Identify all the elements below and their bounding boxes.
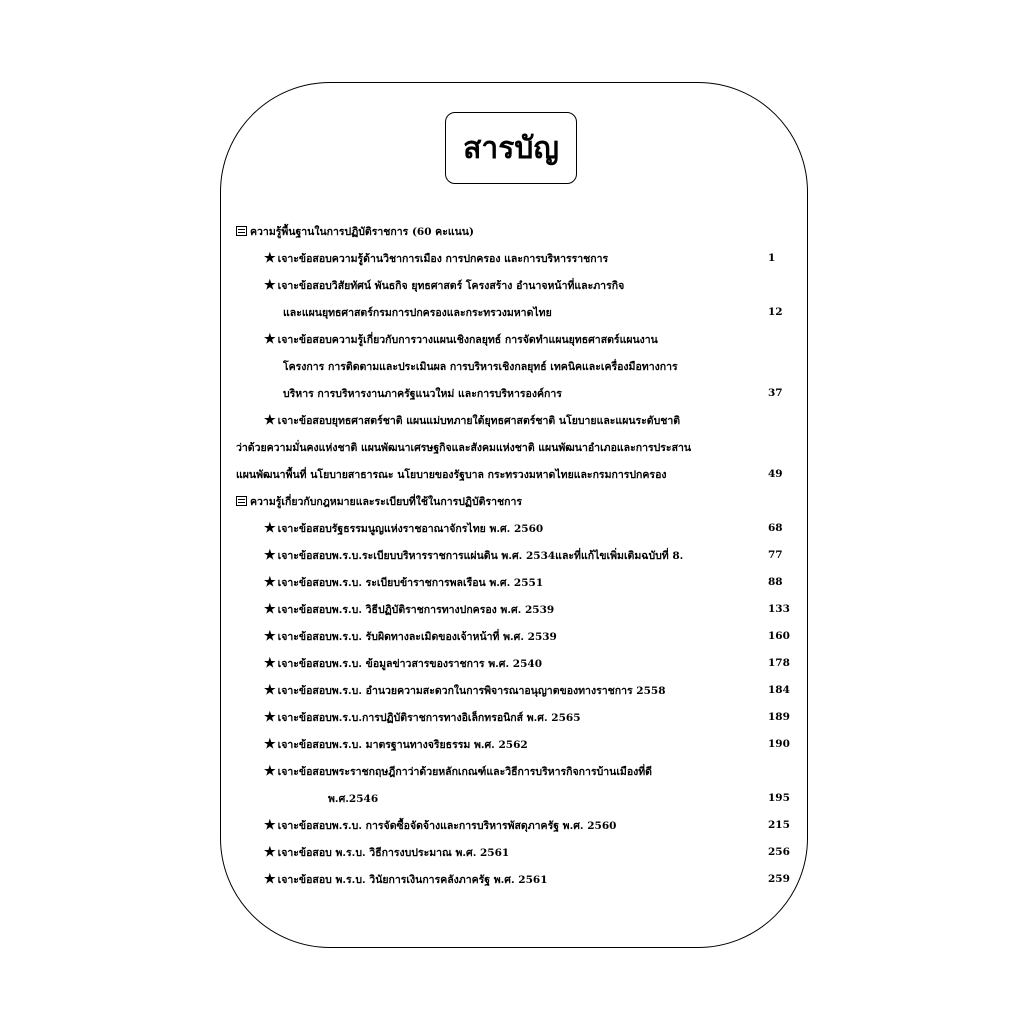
toc-item-continued bbox=[236, 438, 792, 456]
toc-section bbox=[236, 492, 792, 510]
toc-page: 77 bbox=[768, 549, 783, 561]
toc-item bbox=[264, 681, 792, 699]
toc-item bbox=[264, 870, 792, 888]
toc-page: 68 bbox=[768, 522, 783, 534]
toc-text: แผนพัฒนาพื้นที่ นโยบายสาธารณะ นโยบายของรัฐบาล กระทรวงมหาดไทยและกรมการปกครอง bbox=[236, 468, 667, 481]
toc-item bbox=[264, 411, 792, 429]
toc-text: เจาะข้อสอบพระราชกฤษฎีกาว่าด้วยหลักเกณฑ์และวิธีการบริหารกิจการบ้านเมืองที่ดี bbox=[277, 765, 653, 778]
toc-item bbox=[264, 330, 792, 348]
toc-page: 190 bbox=[768, 738, 790, 750]
toc-page: 189 bbox=[768, 711, 790, 723]
toc-item bbox=[264, 708, 792, 726]
star-icon: ★ bbox=[264, 331, 276, 347]
star-icon: ★ bbox=[264, 574, 276, 590]
star-icon: ★ bbox=[264, 277, 276, 293]
toc-item bbox=[264, 249, 792, 267]
toc-item-continued bbox=[236, 465, 792, 483]
toc-text: เจาะข้อสอบพ.ร.บ. ระเบียบข้าราชการพลเรือน พ.ศ. 2551 bbox=[277, 576, 544, 589]
toc-item bbox=[264, 627, 792, 645]
toc-page: 178 bbox=[768, 657, 790, 669]
toc-text: โครงการ การติดตามและประเมินผล การบริหารเชิงกลยุทธ์ เทคนิคและเครื่องมือทางการ bbox=[283, 360, 678, 373]
toc-text: ความรู้พื้นฐานในการปฏิบัติราชการ (60 คะแนน) bbox=[250, 225, 474, 238]
toc-page: 1 bbox=[768, 252, 776, 264]
toc-page: 256 bbox=[768, 846, 790, 858]
book-icon bbox=[236, 496, 247, 506]
star-icon: ★ bbox=[264, 412, 276, 428]
toc-text: เจาะข้อสอบพ.ร.บ. วิธีปฏิบัติราชการทางปกครอง พ.ศ. 2539 bbox=[277, 603, 555, 616]
toc-text: เจาะข้อสอบพ.ร.บ. ข้อมูลข่าวสารของราชการ พ.ศ. 2540 bbox=[277, 657, 542, 670]
star-icon: ★ bbox=[264, 763, 276, 779]
toc-text: เจาะข้อสอบความรู้ด้านวิชาการเมือง การปกครอง และการบริหารราชการ bbox=[277, 252, 609, 265]
toc-item-continued bbox=[283, 384, 792, 402]
toc-item bbox=[264, 762, 792, 780]
star-icon: ★ bbox=[264, 871, 276, 887]
toc-text: เจาะข้อสอบ พ.ร.บ. วินัยการเงินการคลังภาครัฐ พ.ศ. 2561 bbox=[277, 873, 548, 886]
star-icon: ★ bbox=[264, 817, 276, 833]
star-icon: ★ bbox=[264, 682, 276, 698]
toc-page: 195 bbox=[768, 792, 790, 804]
toc-text: เจาะข้อสอบรัฐธรรมนูญแห่งราชอาณาจักรไทย พ.ศ. 2560 bbox=[277, 522, 544, 535]
toc-text: และแผนยุทธศาสตร์กรมการปกครองและกระทรวงมหาดไทย bbox=[283, 306, 552, 319]
toc-item bbox=[264, 519, 792, 537]
toc-item bbox=[264, 816, 792, 834]
page-title bbox=[445, 112, 577, 184]
toc-text: ว่าด้วยความมั่นคงแห่งชาติ แผนพัฒนาเศรษฐกิจและสังคมแห่งชาติ แผนพัฒนาอำเภอและการประสาน bbox=[236, 441, 692, 454]
star-icon: ★ bbox=[264, 709, 276, 725]
page-title-text: สารบัญ bbox=[463, 130, 559, 166]
toc-text: เจาะข้อสอบพ.ร.บ.ระเบียบบริหารราชการแผ่นดิน พ.ศ. 2534และที่แก้ไขเพิ่มเติมฉบับที่ 8. bbox=[277, 549, 684, 562]
toc-item bbox=[264, 276, 792, 294]
toc-item-continued bbox=[283, 357, 792, 375]
toc-item bbox=[264, 573, 792, 591]
toc-page: 88 bbox=[768, 576, 783, 588]
toc-item-continued bbox=[283, 303, 792, 321]
toc-page: 184 bbox=[768, 684, 790, 696]
star-icon: ★ bbox=[264, 844, 276, 860]
toc-text: เจาะข้อสอบวิสัยทัศน์ พันธกิจ ยุทธศาสตร์ โครงสร้าง อำนาจหน้าที่และภารกิจ bbox=[277, 279, 625, 292]
toc-text: เจาะข้อสอบพ.ร.บ. การจัดซื้อจัดจ้างและการบริหารพัสดุภาครัฐ พ.ศ. 2560 bbox=[277, 819, 617, 832]
toc-text: เจาะข้อสอบพ.ร.บ. มาตรฐานทางจริยธรรม พ.ศ. 2562 bbox=[277, 738, 528, 751]
star-icon: ★ bbox=[264, 601, 276, 617]
toc-text: บริหาร การบริหารงานภาครัฐแนวใหม่ และการบริหารองค์การ bbox=[283, 387, 562, 400]
toc-page: 215 bbox=[768, 819, 790, 831]
star-icon: ★ bbox=[264, 547, 276, 563]
toc-text: พ.ศ.2546 bbox=[328, 792, 379, 805]
toc-text: เจาะข้อสอบ พ.ร.บ. วิธีการงบประมาณ พ.ศ. 2561 bbox=[277, 846, 510, 859]
toc-item bbox=[264, 654, 792, 672]
toc-page: 133 bbox=[768, 603, 790, 615]
star-icon: ★ bbox=[264, 520, 276, 536]
star-icon: ★ bbox=[264, 628, 276, 644]
toc-item bbox=[264, 735, 792, 753]
toc-text: เจาะข้อสอบความรู้เกี่ยวกับการวางแผนเชิงกลยุทธ์ การจัดทำแผนยุทธศาสตร์แผนงาน bbox=[277, 333, 658, 346]
star-icon: ★ bbox=[264, 250, 276, 266]
toc-item bbox=[264, 600, 792, 618]
toc-section bbox=[236, 222, 792, 240]
toc-text: เจาะข้อสอบพ.ร.บ.การปฏิบัติราชการทางอิเล็กทรอนิกส์ พ.ศ. 2565 bbox=[277, 711, 581, 724]
toc-page: 49 bbox=[768, 468, 783, 480]
toc-text: เจาะข้อสอบพ.ร.บ. อำนวยความสะดวกในการพิจารณาอนุญาตของทางราชการ 2558 bbox=[277, 684, 666, 697]
toc-text: ความรู้เกี่ยวกับกฎหมายและระเบียบที่ใช้ในการปฏิบัติราชการ bbox=[250, 495, 523, 508]
toc-page: 37 bbox=[768, 387, 783, 399]
toc-page: 259 bbox=[768, 873, 790, 885]
toc-item-continued bbox=[328, 789, 792, 807]
toc-page: 160 bbox=[768, 630, 790, 642]
star-icon: ★ bbox=[264, 655, 276, 671]
book-icon bbox=[236, 226, 247, 236]
toc-item bbox=[264, 546, 792, 564]
star-icon: ★ bbox=[264, 736, 276, 752]
toc-text: เจาะข้อสอบพ.ร.บ. รับผิดทางละเมิดของเจ้าหน้าที่ พ.ศ. 2539 bbox=[277, 630, 557, 643]
toc-item bbox=[264, 843, 792, 861]
toc-page: 12 bbox=[768, 306, 783, 318]
toc-text: เจาะข้อสอบยุทธศาสตร์ชาติ แผนแม่บทภายใต้ยุทธศาสตร์ชาติ นโยบายและแผนระดับชาติ bbox=[277, 414, 681, 427]
